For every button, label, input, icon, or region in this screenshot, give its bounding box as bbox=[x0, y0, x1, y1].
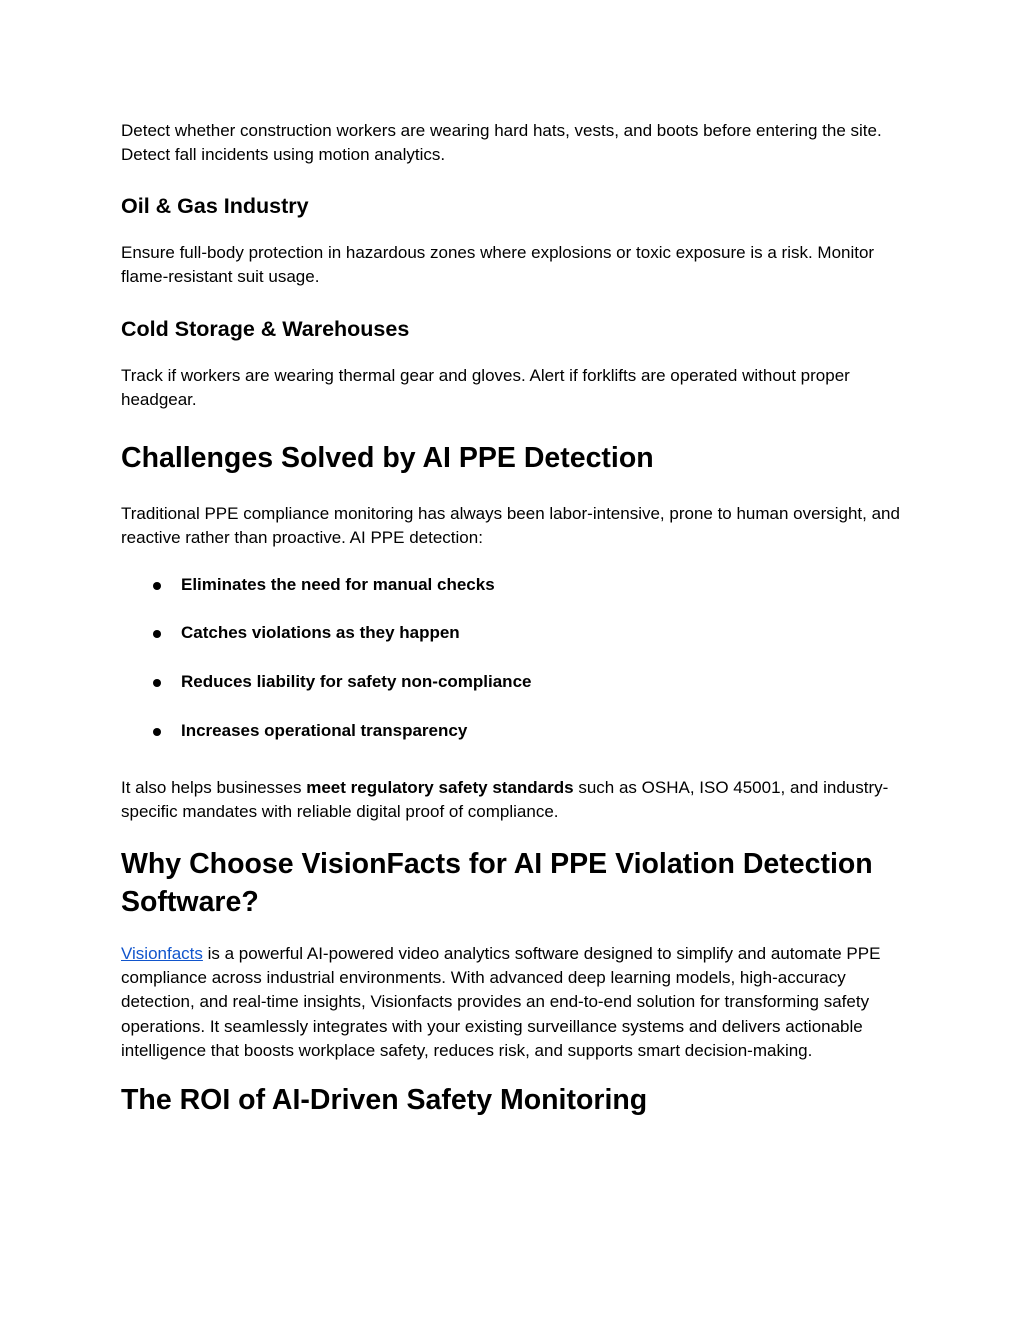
regulatory-suffix: such as OSHA, ISO 45001, and industry-specific mandates with reliable digital proof of compliance. bbox=[121, 777, 889, 822]
why-choose-heading: Why Choose VisionFacts for AI PPE Violation Detection Software? bbox=[121, 847, 873, 919]
oil-gas-heading: Oil & Gas Industry bbox=[121, 193, 309, 218]
challenges-bullet-list bbox=[121, 573, 906, 743]
construction-paragraph: Detect whether construction workers are wearing hard hats, vests, and boots before entering the site. Detect fall incidents using motion analytics. bbox=[121, 121, 882, 165]
oil-gas-paragraph: Ensure full-body protection in hazardous zones where explosions or toxic exposure is a risk. Monitor flame-resistant suit usage. bbox=[121, 242, 875, 287]
regulatory-paragraph bbox=[121, 776, 906, 825]
bullet-dot-icon bbox=[153, 630, 161, 638]
challenges-paragraph: Traditional PPE compliance monitoring has always been labor-intensive, prone to human oversight, and reactive rather than proactive. AI PPE detection: bbox=[121, 503, 900, 548]
visionfacts-paragraph bbox=[121, 942, 906, 1064]
bullet-text: Reduces liability for safety non-compliance bbox=[181, 672, 532, 692]
regulatory-prefix: It also helps businesses bbox=[121, 777, 307, 797]
regulatory-bold-text: meet regulatory safety standards bbox=[306, 777, 574, 797]
bullet-dot-icon bbox=[153, 582, 161, 590]
bullet-text: Catches violations as they happen bbox=[181, 623, 460, 643]
list-item bbox=[121, 719, 906, 743]
list-item bbox=[121, 621, 906, 645]
bullet-dot-icon bbox=[153, 728, 161, 736]
list-item bbox=[121, 670, 906, 694]
challenges-heading: Challenges Solved by AI PPE Detection bbox=[121, 442, 654, 475]
roi-heading: The ROI of AI-Driven Safety Monitoring bbox=[121, 1083, 648, 1116]
bullet-text: Increases operational transparency bbox=[181, 720, 468, 740]
bullet-text: Eliminates the need for manual checks bbox=[181, 574, 495, 594]
cold-storage-heading: Cold Storage & Warehouses bbox=[121, 316, 410, 341]
bullet-dot-icon bbox=[153, 679, 161, 687]
list-item bbox=[121, 573, 906, 597]
document-page bbox=[121, 119, 906, 1119]
visionfacts-description: is a powerful AI-powered video analytics software designed to simplify and automate PPE compliance across industrial environments. With advanced deep learning models, high-accuracy detection, and real-time insights, Visionfacts provides an end-to-end solution for transforming safety operations. It seamlessly integrates with your existing surveillance systems and delivers actionable intelligence that boosts workplace safety, reduces risk, and supports smart decision-making. bbox=[121, 943, 881, 1061]
visionfacts-link[interactable]: Visionfacts bbox=[121, 943, 203, 963]
cold-storage-paragraph: Track if workers are wearing thermal gear and gloves. Alert if forklifts are operated without proper headgear. bbox=[121, 365, 850, 410]
